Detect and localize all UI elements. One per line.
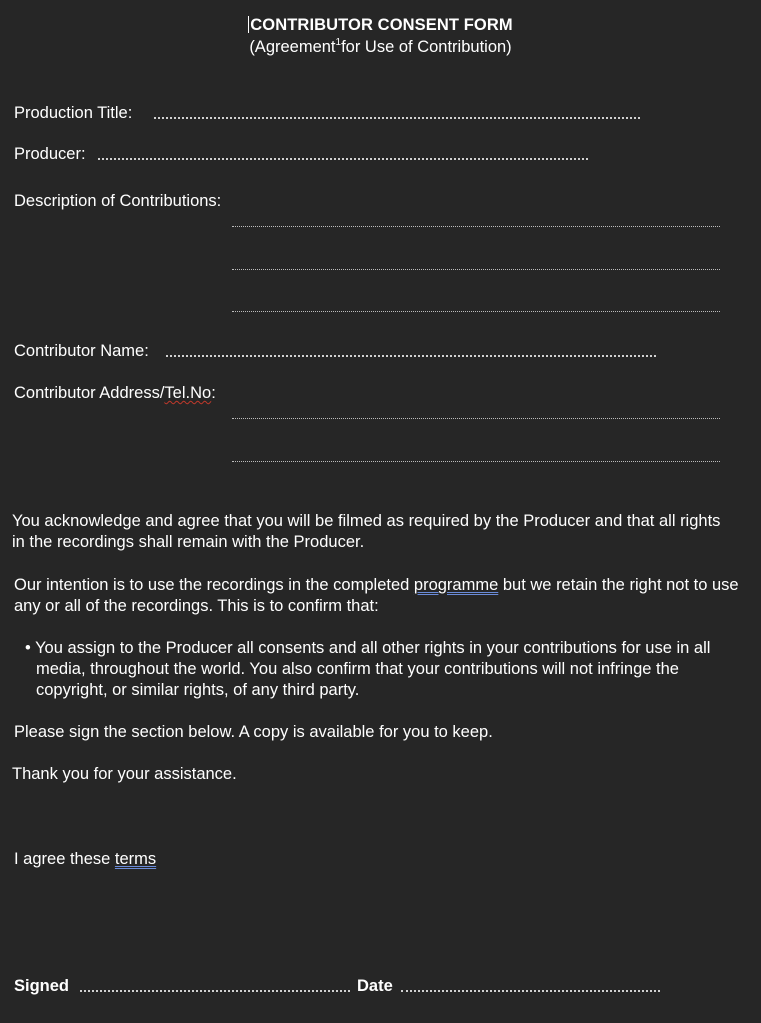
- grammar-flagged-word[interactable]: programme: [413, 576, 499, 594]
- contributor-name-line[interactable]: [166, 355, 656, 357]
- acknowledgement-paragraph: You acknowledge and agree that you will be filmed as required by the Producer and that all rights in the recordings shall remain with the Producer.: [12, 512, 721, 551]
- description-line-3[interactable]: [232, 311, 720, 312]
- production-title-label: Production Title:: [14, 104, 133, 122]
- form-subtitle: (Agreement$^1$for Use of Contribution): [249, 37, 512, 56]
- description-label: Description of Contributions:: [14, 192, 222, 210]
- date-line[interactable]: [401, 990, 660, 992]
- address-line-2[interactable]: [232, 461, 720, 462]
- description-line-1[interactable]: [232, 226, 720, 227]
- rights-bullet: • You assign to the Producer all consents and all other rights in your contributions for use in all media, throughout the world. You also confirm that your contributions will not infringe the copyright, or similar rights, of any third party.: [25, 639, 711, 699]
- spelling-flagged-word[interactable]: Tel.No: [164, 384, 212, 402]
- footnote-marker[interactable]: 1: [335, 37, 342, 48]
- contributor-name-label: Contributor Name:: [14, 342, 149, 360]
- contributor-address-label: Contributor Address/Tel.No:: [14, 384, 216, 402]
- terms-link[interactable]: terms: [114, 850, 157, 868]
- signed-label: Signed: [14, 977, 70, 995]
- address-line-1[interactable]: [232, 418, 720, 419]
- thanks-line: Thank you for your assistance.: [12, 765, 237, 783]
- sign-note: Please sign the section below. A copy is available for you to keep.: [14, 723, 493, 741]
- intention-paragraph: Our intention is to use the recordings in the completed programme but we retain the right not to use any or all of the recordings. This is to confirm that:: [14, 576, 739, 615]
- form-title: CONTRIBUTOR CONSENT FORM: [250, 16, 513, 34]
- signed-line[interactable]: [80, 990, 350, 992]
- production-title-line[interactable]: [154, 117, 640, 119]
- description-line-2[interactable]: [232, 269, 720, 270]
- producer-line[interactable]: [98, 158, 588, 160]
- date-label: Date: [357, 977, 393, 995]
- producer-label: Producer:: [14, 145, 86, 163]
- agree-line: I agree these terms: [14, 850, 157, 868]
